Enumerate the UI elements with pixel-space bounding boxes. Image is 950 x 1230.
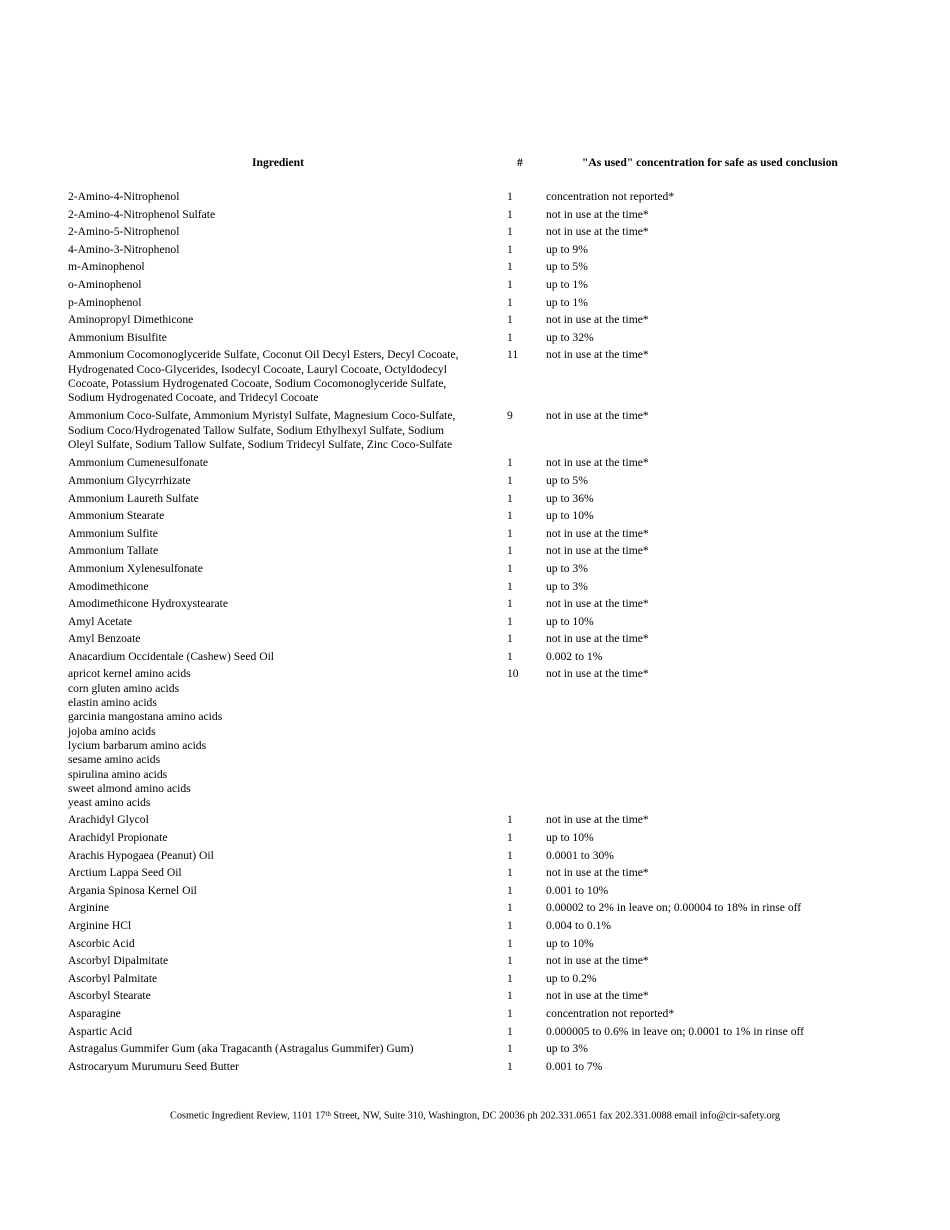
ingredient-line: Anacardium Occidentale (Cashew) Seed Oil (68, 649, 275, 663)
table-header (0, 156, 950, 174)
concentration-cell: up to 10% (546, 936, 594, 950)
ingredient-line: Aspartic Acid (68, 1024, 133, 1038)
ingredient-line: Ascorbyl Stearate (68, 989, 151, 1003)
ingredient-line: Ascorbic Acid (68, 936, 135, 950)
concentration-cell: not in use at the time* (546, 632, 649, 646)
ingredient-cell (68, 1042, 500, 1056)
ingredient-line: Aminopropyl Dimethicone (68, 313, 194, 327)
table-row (68, 971, 928, 989)
count-cell: 9 (507, 409, 513, 423)
ingredient-cell (68, 331, 500, 345)
concentration-cell: up to 0.2% (546, 971, 597, 985)
concentration-cell: up to 3% (546, 561, 588, 575)
ingredient-line: Astragalus Gummifer Gum (aka Tragacanth (Astragalus Gummifer) Gum) (68, 1042, 414, 1056)
ingredient-line: Sodium Coco/Hydrogenated Tallow Sulfate, Sodium Ethylhexyl Sulfate, Sodium (68, 423, 445, 437)
count-cell: 1 (507, 831, 513, 845)
ingredient-line: Sodium Hydrogenated Cocoate, and Tridecyl Cocoate (68, 391, 319, 405)
ingredient-line: Ammonium Bisulfite (68, 330, 167, 344)
count-cell: 1 (507, 473, 513, 487)
ingredient-line: Oleyl Sulfate, Sodium Tallow Sulfate, Sodium Tridecyl Sulfate, Zinc Coco-Sulfate (68, 437, 453, 451)
concentration-cell: not in use at the time* (546, 207, 649, 221)
footer-address-pre: Cosmetic Ingredient Review, 1101 17 (170, 1110, 326, 1122)
table-row (68, 561, 928, 579)
ingredient-cell (68, 615, 500, 629)
ingredient-line: Ammonium Cumenesulfonate (68, 456, 209, 470)
ingredient-cell (68, 225, 500, 239)
ingredient-line: lycium barbarum amino acids (68, 738, 207, 752)
ingredient-line: Arachidyl Propionate (68, 831, 168, 845)
ingredient-cell (68, 901, 500, 915)
concentration-cell: 0.004 to 0.1% (546, 919, 612, 933)
count-cell: 1 (507, 1042, 513, 1056)
ingredient-cell (68, 260, 500, 274)
ingredient-line: Ammonium Xylenesulfonate (68, 561, 203, 575)
count-cell: 1 (507, 190, 513, 203)
count-cell: 1 (507, 207, 513, 221)
concentration-cell: not in use at the time* (546, 409, 649, 423)
footer-address-sup: th (325, 1110, 331, 1118)
concentration-cell: up to 5% (546, 260, 588, 274)
ingredient-line: Amodimethicone (68, 579, 149, 593)
concentration-cell: not in use at the time* (546, 544, 649, 558)
table-row (68, 848, 928, 866)
table-row (68, 455, 928, 473)
ingredient-line: 2-Amino-4-Nitrophenol Sulfate (68, 207, 216, 221)
ingredient-line: Arginine HCl (68, 919, 132, 933)
ingredient-cell (68, 562, 500, 576)
ingredient-line: 2-Amino-4-Nitrophenol (68, 190, 180, 203)
table-row (68, 812, 928, 830)
ingredient-line: m-Aminophenol (68, 260, 145, 274)
ingredient-cell (68, 509, 500, 523)
ingredient-cell (68, 954, 500, 968)
table-row (68, 596, 928, 614)
count-cell: 1 (507, 277, 513, 291)
ingredient-cell (68, 492, 500, 506)
ingredient-line: Ammonium Coco-Sulfate, Ammonium Myristyl Sulfate, Magnesium Coco-Sulfate, (68, 409, 456, 423)
ingredient-cell (68, 1025, 500, 1039)
table-row (68, 936, 928, 954)
ingredient-line: Cocoate, Potassium Hydrogenated Cocoate, Sodium Cocomonoglyceride Sulfate, (68, 376, 447, 390)
ingredient-cell (68, 190, 500, 204)
ingredient-line: Ammonium Cocomonoglyceride Sulfate, Coconut Oil Decyl Esters, Decyl Cocoate, (68, 348, 459, 362)
ingredient-line: Ammonium Sulfite (68, 526, 158, 540)
concentration-cell: up to 5% (546, 473, 588, 487)
concentration-cell: concentration not reported* (546, 190, 675, 203)
count-cell: 1 (507, 544, 513, 558)
count-cell: 1 (507, 456, 513, 470)
page-footer (0, 1110, 950, 1121)
count-cell: 1 (507, 901, 513, 915)
ingredient-line: Ascorbyl Dipalmitate (68, 954, 169, 968)
concentration-cell: not in use at the time* (546, 813, 649, 827)
table-row (68, 1041, 928, 1059)
count-cell: 1 (507, 295, 513, 309)
ingredient-cell (68, 208, 500, 222)
ingredient-line: Arctium Lappa Seed Oil (68, 866, 182, 880)
table-row (68, 408, 928, 455)
ingredient-line: 2-Amino-5-Nitrophenol (68, 225, 180, 239)
ingredient-line: Ammonium Glycyrrhizate (68, 473, 191, 487)
ingredient-line: spirulina amino acids (68, 767, 168, 781)
ingredient-cell (68, 580, 500, 594)
ingredient-cell (68, 972, 500, 986)
ingredient-table (68, 189, 928, 1076)
ingredient-cell (68, 813, 500, 827)
table-row (68, 883, 928, 901)
ingredient-line: yeast amino acids (68, 796, 151, 810)
count-cell: 1 (507, 989, 513, 1003)
table-row (68, 295, 928, 313)
count-cell: 1 (507, 225, 513, 239)
ingredient-line: Ammonium Laureth Sulfate (68, 491, 199, 505)
concentration-cell: not in use at the time* (546, 225, 649, 239)
concentration-cell: not in use at the time* (546, 526, 649, 540)
ingredient-cell (68, 667, 500, 810)
table-row (68, 900, 928, 918)
ingredient-line: p-Aminophenol (68, 295, 142, 309)
count-cell: 1 (507, 614, 513, 628)
ingredient-cell (68, 597, 500, 611)
count-cell: 1 (507, 1007, 513, 1020)
ingredient-line: Ammonium Tallate (68, 544, 159, 558)
ingredient-line: Astrocaryum Murumuru Seed Butter (68, 1059, 239, 1073)
concentration-cell: up to 1% (546, 295, 588, 309)
count-cell: 1 (507, 579, 513, 593)
concentration-cell: not in use at the time* (546, 866, 649, 880)
concentration-cell: up to 36% (546, 491, 594, 505)
count-cell: 1 (507, 330, 513, 344)
count-cell: 1 (507, 509, 513, 523)
count-cell: 1 (507, 813, 513, 827)
ingredient-cell (68, 849, 500, 863)
ingredient-line: Ascorbyl Palmitate (68, 971, 158, 985)
ingredient-line: Amodimethicone Hydroxystearate (68, 597, 229, 611)
ingredient-cell (68, 1007, 500, 1021)
concentration-cell: not in use at the time* (546, 456, 649, 470)
count-cell: 1 (507, 1059, 513, 1073)
count-cell: 1 (507, 1024, 513, 1038)
concentration-cell: up to 32% (546, 330, 594, 344)
ingredient-cell (68, 313, 500, 327)
table-row (68, 614, 928, 632)
count-cell: 1 (507, 866, 513, 880)
header-number: # (517, 156, 523, 169)
ingredient-cell (68, 409, 500, 452)
header-concentration: "As used" concentration for safe as used conclusion (582, 156, 838, 169)
concentration-cell: not in use at the time* (546, 597, 649, 611)
ingredient-cell (68, 296, 500, 310)
ingredient-line: jojoba amino acids (68, 724, 156, 738)
table-row (68, 830, 928, 848)
ingredient-cell (68, 650, 500, 664)
table-row (68, 473, 928, 491)
table-row (68, 649, 928, 667)
table-row (68, 988, 928, 1006)
count-cell: 1 (507, 561, 513, 575)
ingredient-line: Ammonium Stearate (68, 509, 165, 523)
concentration-cell: 0.001 to 10% (546, 883, 609, 897)
table-row (68, 508, 928, 526)
concentration-cell: not in use at the time* (546, 313, 649, 327)
table-row (68, 347, 928, 408)
count-cell: 11 (507, 348, 519, 362)
ingredient-cell (68, 831, 500, 845)
ingredient-cell (68, 527, 500, 541)
table-row (68, 312, 928, 330)
ingredient-cell (68, 866, 500, 880)
table-row (68, 631, 928, 649)
ingredient-line: Arachidyl Glycol (68, 813, 149, 827)
header-ingredient: Ingredient (252, 156, 304, 169)
count-cell: 1 (507, 649, 513, 663)
count-cell: 1 (507, 491, 513, 505)
footer-address-post: Street, NW, Suite 310, Washington, DC 20036 ph 202.331.0651 fax 202.331.0088 email info@cir-safety.org (330, 1110, 780, 1122)
table-row (68, 865, 928, 883)
ingredient-line: Hydrogenated Coco-Glycerides, Isodecyl Cocoate, Lauryl Cocoate, Octyldodecyl (68, 362, 447, 376)
count-cell: 1 (507, 954, 513, 968)
concentration-cell: up to 3% (546, 579, 588, 593)
table-row (68, 543, 928, 561)
count-cell: 1 (507, 632, 513, 646)
concentration-cell: up to 10% (546, 614, 594, 628)
ingredient-cell (68, 243, 500, 257)
table-row (68, 918, 928, 936)
count-cell: 1 (507, 242, 513, 256)
table-row (68, 666, 928, 812)
ingredient-cell (68, 1060, 500, 1074)
table-row (68, 953, 928, 971)
ingredient-cell (68, 348, 500, 405)
ingredient-line: sweet almond amino acids (68, 781, 191, 795)
concentration-cell: 0.0001 to 30% (546, 848, 614, 862)
concentration-cell: not in use at the time* (546, 667, 649, 681)
table-row (68, 579, 928, 597)
concentration-cell: up to 9% (546, 242, 588, 256)
count-cell: 1 (507, 313, 513, 327)
concentration-cell: not in use at the time* (546, 989, 649, 1003)
ingredient-cell (68, 544, 500, 558)
table-row (68, 189, 928, 207)
table-row (68, 1059, 928, 1077)
table-row (68, 259, 928, 277)
ingredient-cell (68, 884, 500, 898)
concentration-cell: not in use at the time* (546, 348, 649, 362)
ingredient-line: 4-Amino-3-Nitrophenol (68, 242, 180, 256)
table-row (68, 1024, 928, 1042)
count-cell: 10 (507, 667, 519, 681)
table-row (68, 1006, 928, 1024)
table-row (68, 526, 928, 544)
ingredient-line: Amyl Acetate (68, 614, 133, 628)
ingredient-cell (68, 456, 500, 470)
table-row (68, 207, 928, 225)
concentration-cell: up to 10% (546, 509, 594, 523)
table-row (68, 224, 928, 242)
count-cell: 1 (507, 919, 513, 933)
concentration-cell: not in use at the time* (546, 954, 649, 968)
count-cell: 1 (507, 597, 513, 611)
concentration-cell: 0.001 to 7% (546, 1059, 603, 1073)
ingredient-cell (68, 919, 500, 933)
ingredient-line: Amyl Benzoate (68, 632, 141, 646)
ingredient-line: corn gluten amino acids (68, 681, 180, 695)
ingredient-line: elastin amino acids (68, 696, 157, 710)
ingredient-cell (68, 474, 500, 488)
count-cell: 1 (507, 526, 513, 540)
table-row (68, 330, 928, 348)
ingredient-line: Argania Spinosa Kernel Oil (68, 883, 197, 897)
count-cell: 1 (507, 260, 513, 274)
concentration-cell: 0.002 to 1% (546, 649, 603, 663)
table-row (68, 242, 928, 260)
concentration-cell: up to 10% (546, 831, 594, 845)
concentration-cell: up to 3% (546, 1042, 588, 1056)
ingredient-line: sesame amino acids (68, 753, 161, 767)
ingredient-line: o-Aminophenol (68, 277, 142, 291)
concentration-cell: up to 1% (546, 277, 588, 291)
ingredient-line: apricot kernel amino acids (68, 667, 191, 681)
count-cell: 1 (507, 971, 513, 985)
ingredient-cell (68, 632, 500, 646)
ingredient-cell (68, 989, 500, 1003)
ingredient-cell (68, 937, 500, 951)
ingredient-line: Arachis Hypogaea (Peanut) Oil (68, 848, 214, 862)
ingredient-line: Arginine (68, 901, 110, 915)
ingredient-line: garcinia mangostana amino acids (68, 710, 223, 724)
ingredient-line: Asparagine (68, 1007, 121, 1020)
count-cell: 1 (507, 936, 513, 950)
ingredient-cell (68, 278, 500, 292)
count-cell: 1 (507, 848, 513, 862)
count-cell: 1 (507, 883, 513, 897)
table-row (68, 491, 928, 509)
concentration-cell: 0.000005 to 0.6% in leave on; 0.0001 to 1% in rinse off (546, 1024, 805, 1038)
table-row (68, 277, 928, 295)
concentration-cell: 0.00002 to 2% in leave on; 0.00004 to 18% in rinse off (546, 901, 802, 915)
concentration-cell: concentration not reported* (546, 1007, 675, 1020)
